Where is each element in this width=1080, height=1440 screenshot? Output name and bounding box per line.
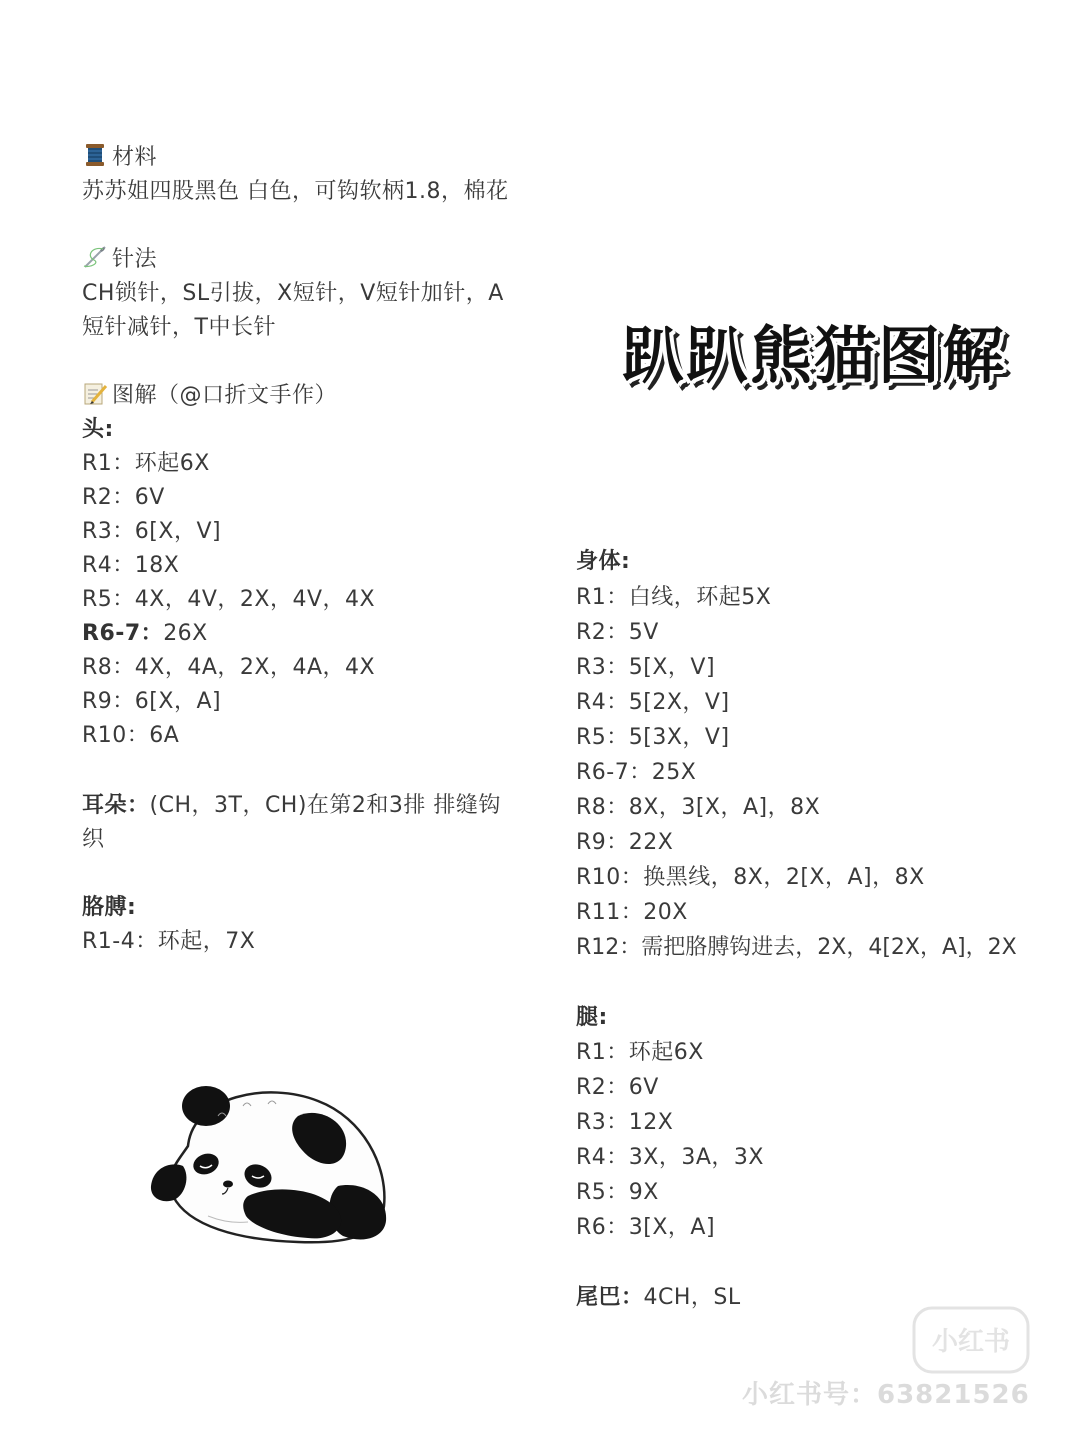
legs-row: R4：3X，3A，3X — [576, 1145, 764, 1170]
legs-row: R6：3[X，A] — [576, 1215, 716, 1240]
legs-row: R3：12X — [576, 1110, 674, 1135]
watermark-text: 小红书号：63821526 — [742, 1380, 1030, 1410]
diagram-heading: 图解（@口折文手作） — [82, 378, 337, 409]
ears-line-2: 织 — [82, 827, 105, 852]
body-row: R5：5[3X，V] — [576, 725, 730, 750]
head-row: R6-7：26X — [82, 621, 208, 646]
legs-label: 腿: — [576, 1005, 608, 1030]
head-row: R1：环起6X — [82, 451, 210, 476]
materials-heading: 材料 — [82, 140, 157, 171]
tail-line: 尾巴：4CH，SL — [576, 1285, 741, 1310]
memo-icon — [82, 380, 108, 406]
head-row: R10：6A — [82, 723, 180, 748]
head-label: 头: — [82, 417, 114, 442]
body-row: R3：5[X，V] — [576, 655, 716, 680]
head-row: R3：6[X，V] — [82, 519, 222, 544]
arms-label: 胳膊: — [82, 895, 137, 920]
body-label: 身体: — [576, 549, 631, 574]
legs-row: R5：9X — [576, 1180, 659, 1205]
head-row: R2：6V — [82, 485, 165, 510]
sleeping-panda-illustration — [148, 1076, 392, 1246]
page-title: 趴趴熊猫图解 — [622, 319, 1007, 392]
body-row: R8：8X，3[X，A]，8X — [576, 795, 821, 820]
body-row: R4：5[2X，V] — [576, 690, 730, 715]
legs-row: R1：环起6X — [576, 1040, 704, 1065]
stitches-line-1: CH锁针，SL引拔，X短针，V短针加针，A — [82, 281, 504, 306]
svg-text:小红书: 小红书 — [931, 1327, 1011, 1357]
xiaohongshu-logo-watermark — [912, 1306, 1030, 1374]
body-row: R10：换黑线，8X，2[X，A]，8X — [576, 865, 925, 890]
body-row: R2：5V — [576, 620, 659, 645]
body-row: R6-7：25X — [576, 760, 697, 785]
arms-row: R1-4：环起，7X — [82, 929, 256, 954]
ears-line-1: 耳朵：(CH，3T，CH)在第2和3排 排缝钩 — [82, 793, 501, 818]
body-row: R1：白线，环起5X — [576, 585, 772, 610]
body-row: R12：需把胳膊钩进去，2X，4[2X，A]，2X — [576, 935, 1017, 960]
stitches-line-2: 短针减针，T中长针 — [82, 315, 276, 340]
body-row: R9：22X — [576, 830, 674, 855]
head-row: R4：18X — [82, 553, 180, 578]
materials-text: 苏苏姐四股黑色 白色，可钩软柄1.8，棉花 — [82, 179, 509, 204]
body-row: R11：20X — [576, 900, 688, 925]
head-row: R5：4X，4V，2X，4V，4X — [82, 587, 376, 612]
thread-spool-icon — [82, 142, 108, 168]
head-row: R8：4X，4A，2X，4A，4X — [82, 655, 376, 680]
sewing-needle-icon — [82, 244, 108, 270]
stitches-heading: 针法 — [82, 242, 157, 273]
head-row: R9：6[X，A] — [82, 689, 222, 714]
legs-row: R2：6V — [576, 1075, 659, 1100]
